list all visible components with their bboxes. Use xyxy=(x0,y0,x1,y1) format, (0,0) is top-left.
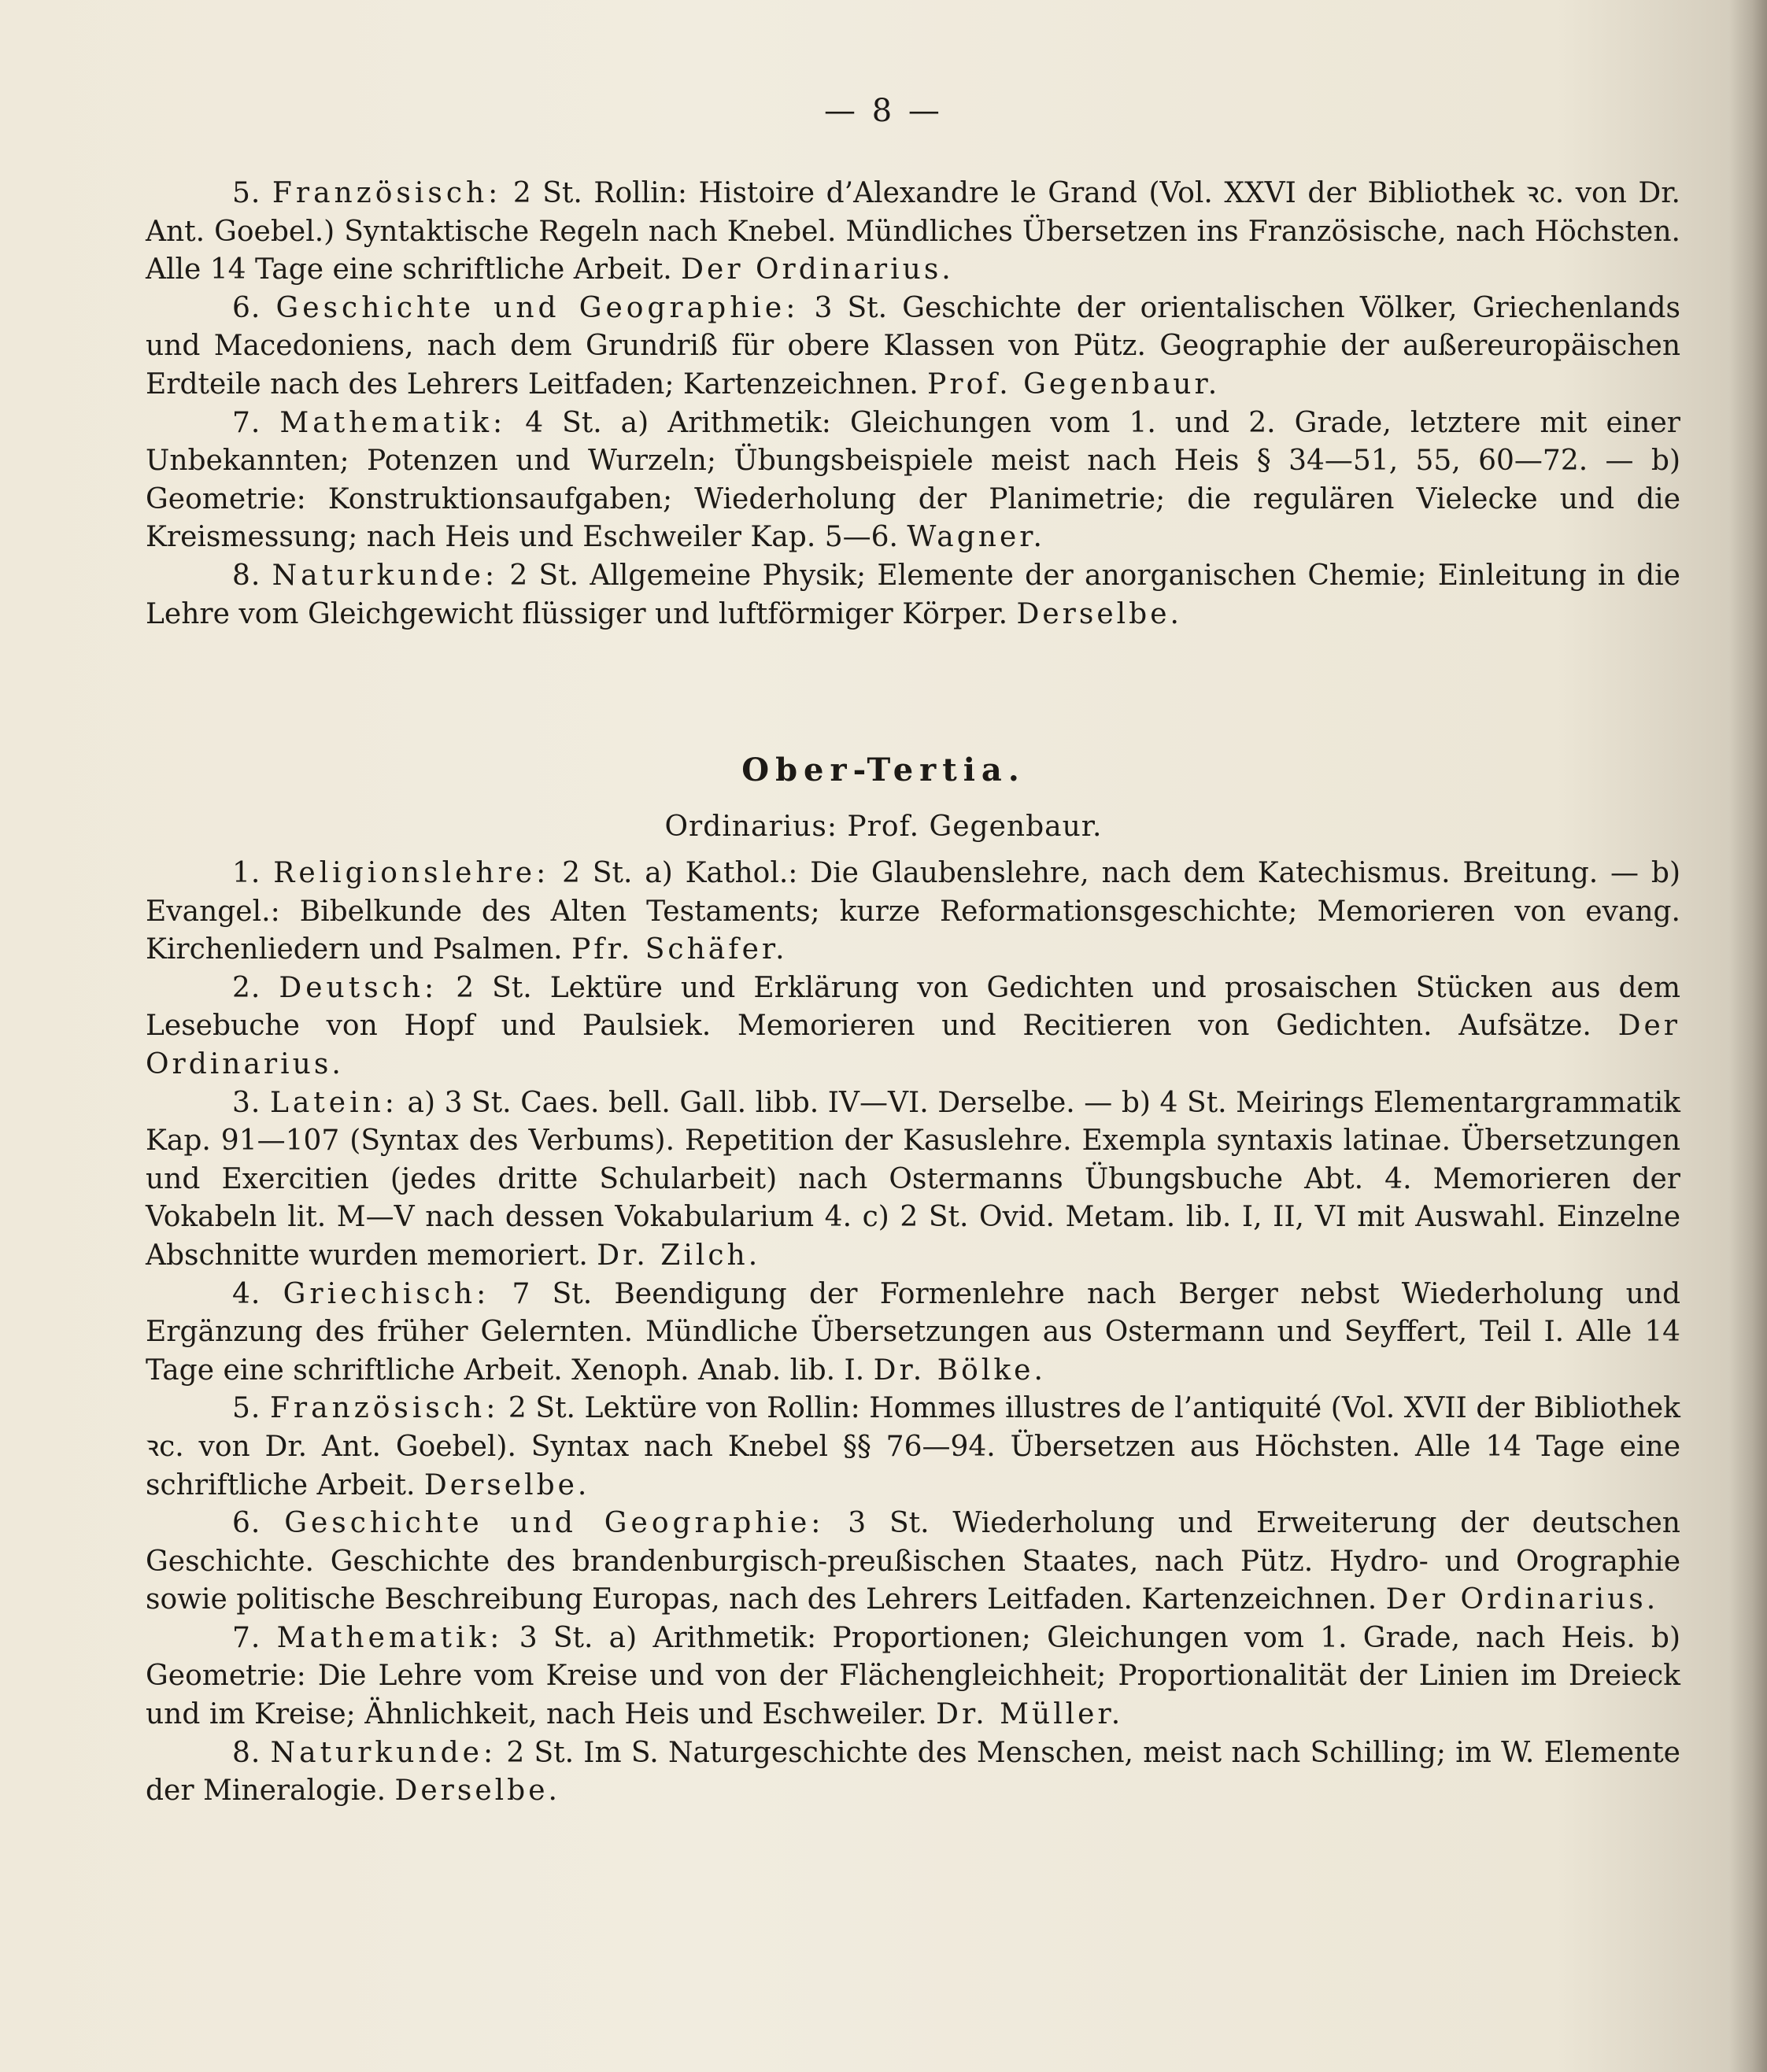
subject-label: Latein: xyxy=(269,1086,398,1119)
subject-label: Mathematik: xyxy=(276,1621,504,1654)
section-heading-ober-tertia: Ober-Tertia. xyxy=(741,752,1026,789)
teacher-name: Dr. Bölke. xyxy=(873,1354,1046,1387)
teacher-name: Wagner. xyxy=(907,521,1045,554)
paragraph-geschichte: 6. Geschichte und Geographie: 3 St. Geschichte der orientalischen Völker, Griechenlands und Macedoniens, nach dem Grundriß für obere Klassen von Pütz. Geographie der außereuropäischen Erdteile nach des Lehrers Leitfaden; Kartenzeichnen. Prof. Gegenbaur. xyxy=(146,291,1680,401)
paragraph-griechisch: 4. Griechisch: 7 St. Beendigung der Formenlehre nach Berger nebst Wiederholung und Ergänzung des früher Gelernten. Mündliche Übersetzungen aus Ostermann und Seyffert, Teil I. Alle 14 Tage eine schriftliche Arbeit. Xenoph. Anab. lib. I. Dr. Bölke. xyxy=(146,1277,1680,1387)
teacher-name: Dr. Zilch. xyxy=(597,1239,761,1272)
subject-label: Religionslehre: xyxy=(273,857,550,889)
teacher-name: Prof. Gegenbaur. xyxy=(927,367,1221,401)
ordinarius-line: Ordinarius: Prof. Gegenbaur. xyxy=(664,811,1103,843)
subject-label: Griechisch: xyxy=(283,1277,490,1310)
subject-label: Deutsch: xyxy=(279,971,438,1004)
paragraph-geschichte: 6. Geschichte und Geographie: 3 St. Wiederholung und Erweiterung der deutschen Geschichte. Geschichte des brandenburgisch-preußischen Staates, nach Pütz. Hydro- und Orographie sowie politische Beschreibung Europas, nach des Lehrers Leitfaden. Kartenzeichnen. Der Ordinarius. xyxy=(146,1507,1680,1616)
subject-label: Geschichte und Geographie: xyxy=(275,291,800,324)
teacher-name: Pfr. Schäfer. xyxy=(571,933,788,966)
teacher-name: Dr. Müller. xyxy=(936,1698,1124,1731)
paragraph-latein: 3. Latein: a) 3 St. Caes. bell. Gall. libb. IV—VI. Derselbe. — b) 4 St. Meirings Elementargrammatik Kap. 91—107 (Syntax des Verbums). Repetition der Kasuslehre. Exempla syntaxis latinae. Übersetzungen und Exercitien (jedes dritte Schularbeit) nach Ostermanns Übungsbuche Abt. 4. Memorieren der Vokabeln lit. M—V nach dessen Vokabularium 4. c) 2 St. Ovid. Metam. lib. I, II, VI mit Auswahl. Einzelne Abschnitte wurden memoriert. Dr. Zilch. xyxy=(146,1086,1680,1272)
section-ober-tertia xyxy=(146,855,1680,1811)
book-spine-shadow xyxy=(1729,0,1767,2072)
teacher-name: Der Ordinarius. xyxy=(146,1010,1680,1080)
page-number: — 8 — xyxy=(824,93,943,129)
paragraph-naturkunde: 8. Naturkunde: 2 St. Im S. Naturgeschichte des Menschen, meist nach Schilling; im W. Elemente der Mineralogie. Derselbe. xyxy=(146,1736,1680,1808)
teacher-name: Derselbe. xyxy=(423,1468,590,1501)
teacher-name: Der Ordinarius. xyxy=(1385,1583,1659,1616)
paragraph-franzoesisch: 5. Französisch: 2 St. Lektüre von Rollin: Hommes illustres de l’antiquité (Vol. XVII der Bibliothek ꝛc. von Dr. Ant. Goebel). Syntax nach Knebel §§ 76—94. Übersetzen aus Höchsten. Alle 14 Tage eine schriftliche Arbeit. Derselbe. xyxy=(146,1392,1680,1501)
subject-label: Mathematik: xyxy=(279,406,507,439)
teacher-name: Derselbe. xyxy=(394,1775,560,1808)
paragraph-naturkunde: 8. Naturkunde: 2 St. Allgemeine Physik; Elemente der anorganischen Chemie; Einleitung in die Lehre vom Gleichgewicht flüssiger und luftförmiger Körper. Derselbe. xyxy=(146,559,1680,630)
subject-label: Geschichte und Geographie: xyxy=(284,1507,825,1540)
paragraph-mathematik: 7. Mathematik: 3 St. a) Arithmetik: Proportionen; Gleichungen vom 1. Grade, nach Heis. b) Geometrie: Die Lehre vom Kreise und von der Flächengleichheit; Proportionalität der Linien im Dreieck und im Kreise; Ähnlichkeit, nach Heis und Eschweiler. Dr. Müller. xyxy=(146,1621,1680,1731)
paragraph-franzoesisch: 5. Französisch: 2 St. Rollin: Histoire d’Alexandre le Grand (Vol. XXVI der Bibliothek ꝛc. von Dr. Ant. Goebel.) Syntaktische Regeln nach Knebel. Mündliches Übersetzen ins Französische, nach Höchsten. Alle 14 Tage eine schriftliche Arbeit. Der Ordinarius. xyxy=(146,177,1680,286)
subject-label: Naturkunde: xyxy=(270,1736,497,1769)
subject-label: Französisch: xyxy=(272,177,502,209)
paragraph-mathematik: 7. Mathematik: 4 St. a) Arithmetik: Gleichungen vom 1. und 2. Grade, letztere mit einer Unbekannten; Potenzen und Wurzeln; Übungsbeispiele meist nach Heis § 34—51, 55, 60—72. — b) Geometrie: Konstruktionsaufgaben; Wiederholung der Planimetrie; die regulären Vielecke und die Kreismessung; nach Heis und Eschweiler Kap. 5—6. Wagner. xyxy=(146,406,1680,554)
teacher-name: Derselbe. xyxy=(1016,597,1182,630)
paragraph-deutsch: 2. Deutsch: 2 St. Lektüre und Erklärung von Gedichten und prosaischen Stücken aus dem Lesebuche von Hopf und Paulsiek. Memorieren und Recitieren von Gedichten. Aufsätze. Der Ordinarius. xyxy=(146,971,1680,1080)
subject-label: Naturkunde: xyxy=(272,559,499,592)
teacher-name: Der Ordinarius. xyxy=(681,253,954,286)
subject-label: Französisch: xyxy=(269,1392,500,1425)
paragraph-religionslehre: 1. Religionslehre: 2 St. a) Kathol.: Die Glaubenslehre, nach dem Katechismus. Breitung. — b) Evangel.: Bibelkunde des Alten Testaments; kurze Reformationsgeschichte; Memorieren von evang. Kirchenliedern und Psalmen. Pfr. Schäfer. xyxy=(146,857,1680,966)
section-curriculum-continued xyxy=(146,175,1680,633)
